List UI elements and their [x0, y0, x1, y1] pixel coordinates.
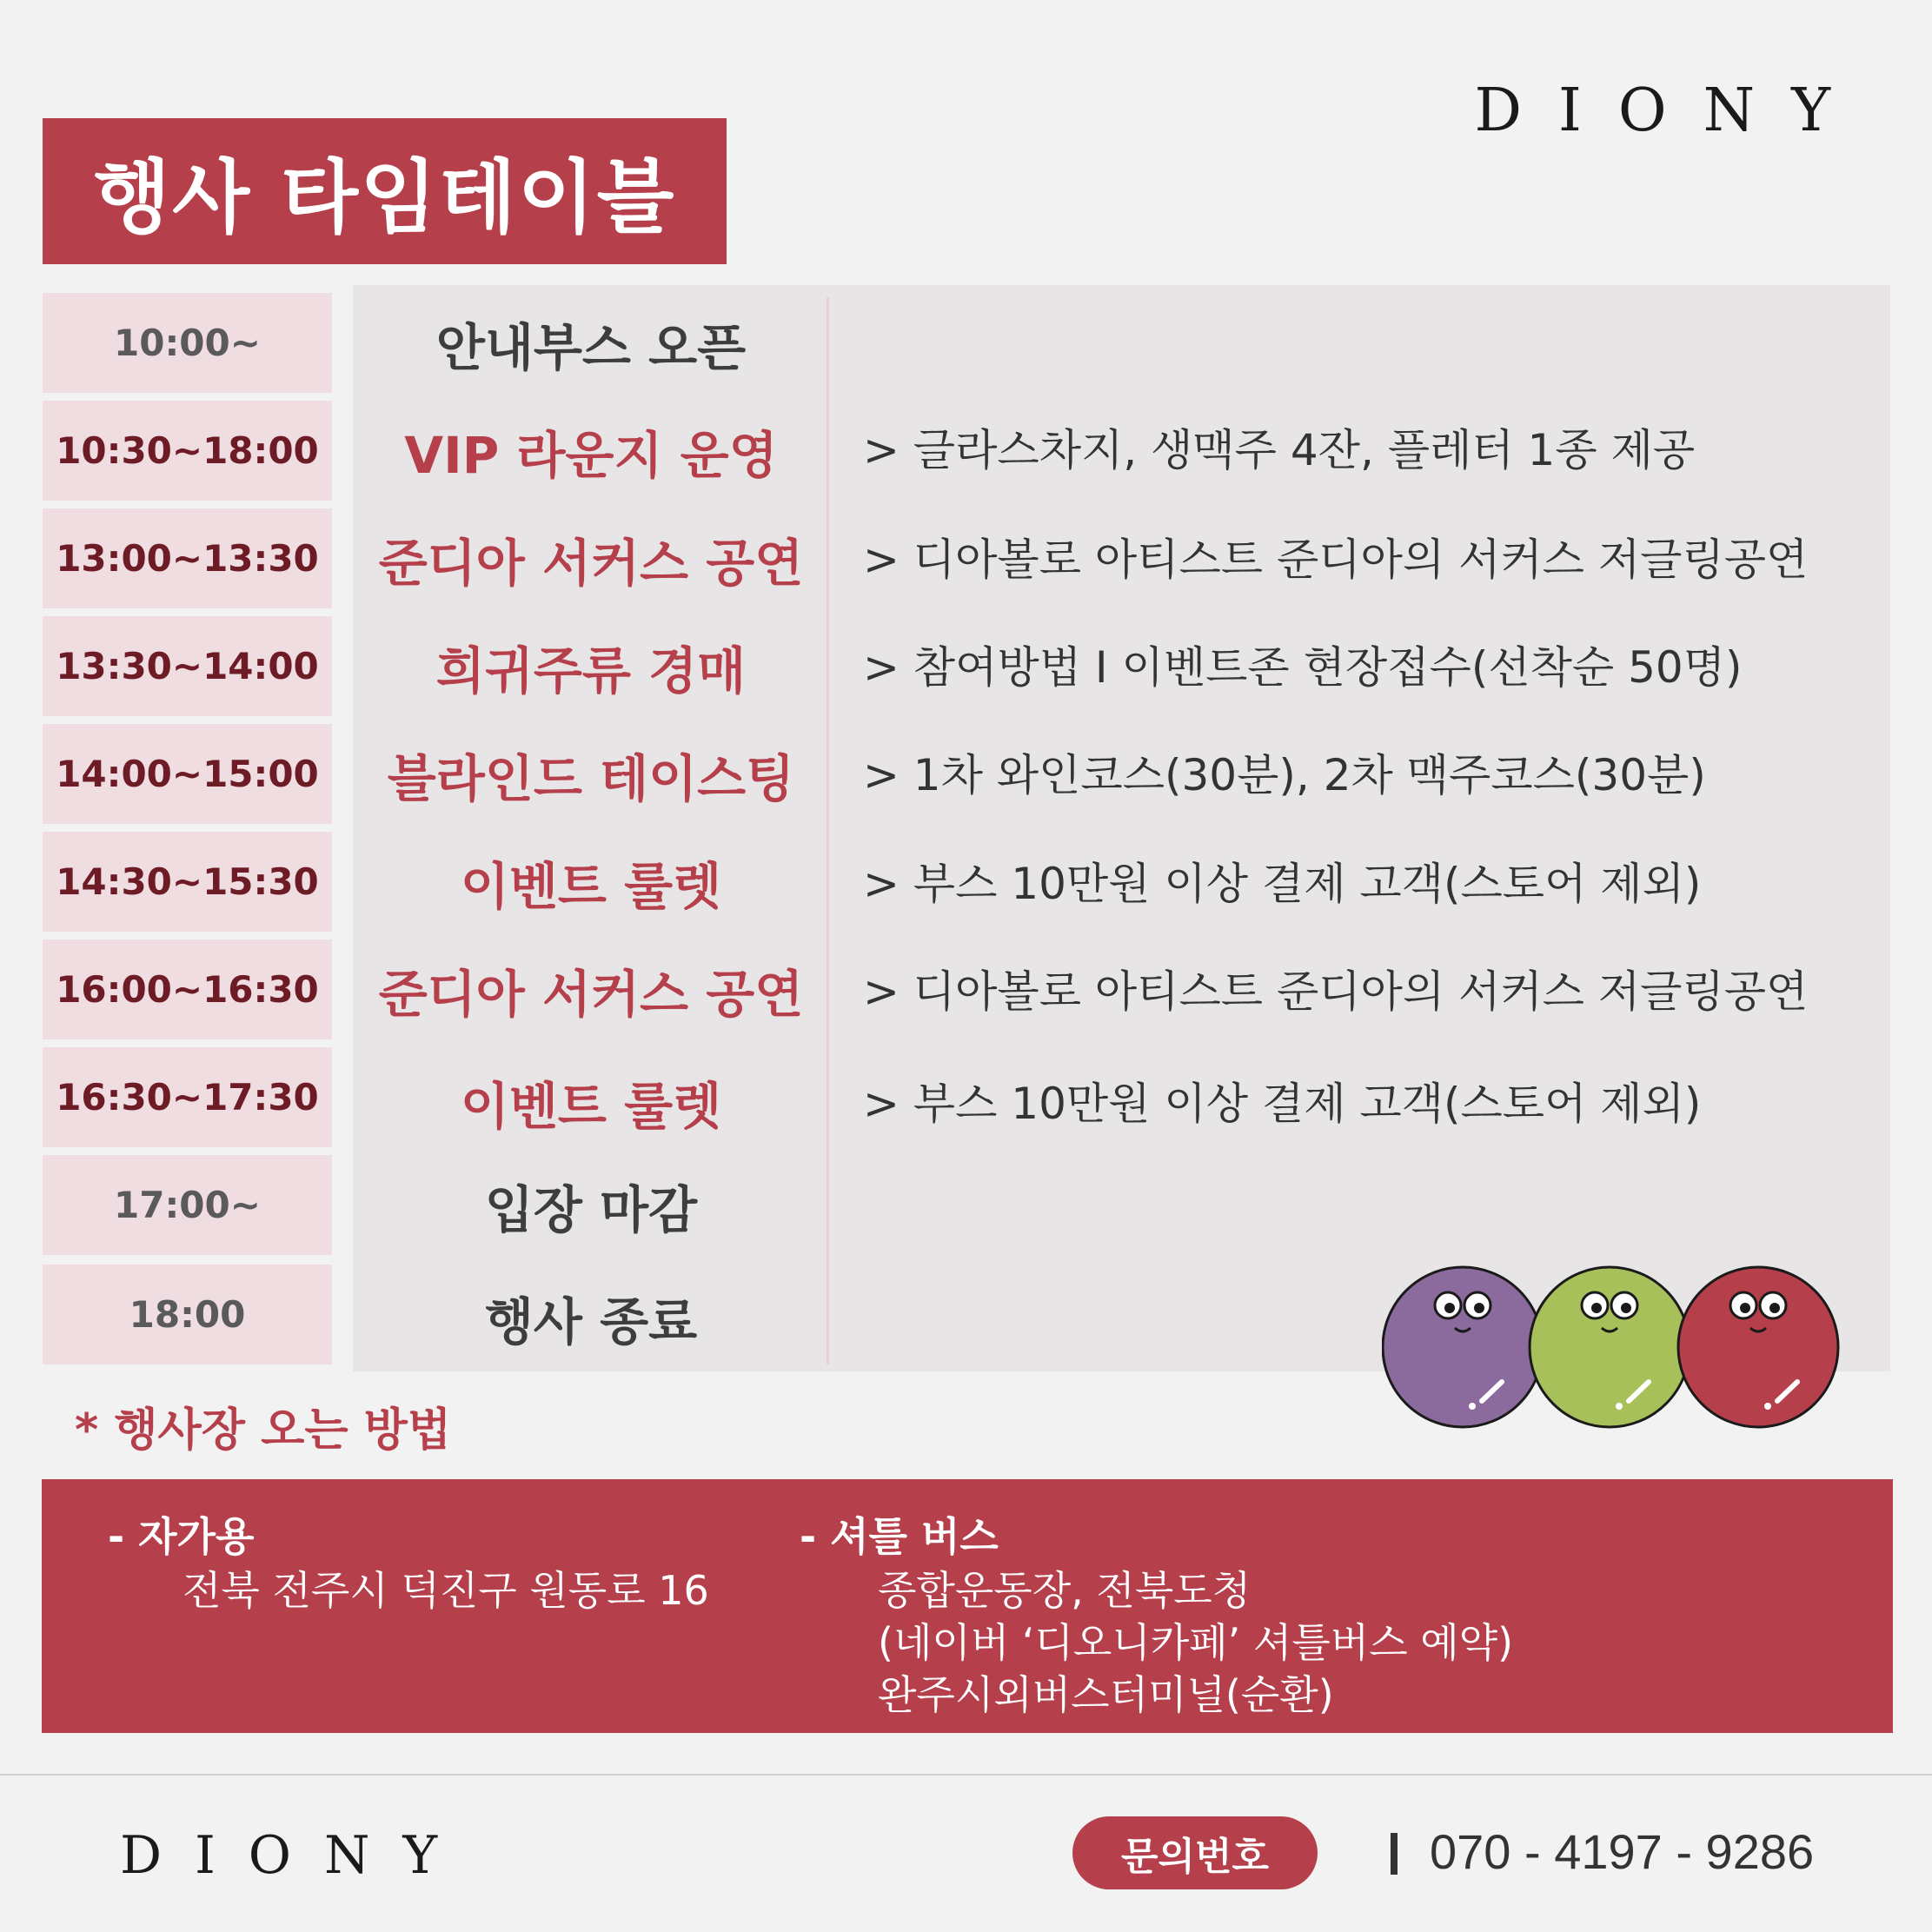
directions-box [42, 1479, 1893, 1733]
schedule-event: 행사 종료 [484, 1291, 698, 1351]
schedule-divider [827, 297, 829, 1364]
schedule-desc: > 디아볼로 아티스트 준디아의 서커스 저글링공연 [863, 966, 1809, 1017]
phone-separator [1391, 1833, 1398, 1875]
schedule-event: 입장 마감 [484, 1179, 698, 1239]
schedule-time: 18:00 [43, 1265, 332, 1364]
schedule-event: 준디아 서커스 공연 [378, 964, 804, 1024]
schedule-time: 17:00~ [43, 1155, 332, 1255]
schedule-time: 13:00~13:30 [43, 508, 332, 608]
grape-characters [1382, 1260, 1851, 1434]
page-title-box [43, 118, 727, 264]
schedule-event: VIP 라운지 운영 [404, 425, 778, 485]
car-label: - 자가용 [108, 1513, 255, 1560]
schedule-time: 16:30~17:30 [43, 1047, 332, 1147]
schedule-time: 14:00~15:00 [43, 724, 332, 824]
schedule-desc: > 디아볼로 아티스트 준디아의 서커스 저글링공연 [863, 534, 1809, 585]
shuttle-label: - 셔틀 버스 [800, 1513, 999, 1560]
grape-character-red-icon [1678, 1267, 1838, 1427]
footer-separator [0, 1774, 1932, 1776]
schedule-time: 16:00~16:30 [43, 939, 332, 1039]
schedule-event: 이벤트 룰렛 [460, 1076, 722, 1136]
shuttle-line: 완주시외버스터미널(순환) [878, 1671, 1334, 1718]
phone-number[interactable]: 070 - 4197 - 9286 [1430, 1824, 1815, 1879]
schedule-desc: > 참여방법 I 이벤트존 현장접수(선착순 50명) [863, 641, 1743, 693]
directions-heading: * 행사장 오는 방법 [75, 1404, 452, 1457]
grape-character-purple-icon [1383, 1267, 1543, 1427]
schedule-event: 이벤트 룰렛 [460, 856, 722, 916]
schedule-event: 블라인드 테이스팅 [387, 748, 795, 808]
grape-character-green-icon [1530, 1267, 1690, 1427]
page-title: 행사 타임테이블 [93, 151, 676, 244]
schedule-time: 10:30~18:00 [43, 401, 332, 501]
car-address: 전북 전주시 덕진구 원동로 16 [183, 1567, 709, 1614]
schedule-event: 안내부스 오픈 [435, 317, 747, 377]
shuttle-line: 종합운동장, 전북도청 [878, 1567, 1251, 1614]
schedule-desc: > 글라스차지, 생맥주 4잔, 플레터 1종 제공 [863, 424, 1696, 475]
brand-logo-top: DIONY [1474, 76, 1867, 145]
schedule-desc: > 부스 10만원 이상 결제 고객(스토어 제외) [863, 1078, 1702, 1129]
schedule-time: 10:00~ [43, 293, 332, 393]
schedule-desc: > 부스 10만원 이상 결제 고객(스토어 제외) [863, 858, 1702, 909]
schedule-time: 14:30~15:30 [43, 832, 332, 932]
brand-logo-bottom: DIONY [120, 1825, 471, 1886]
shuttle-line: (네이버 ‘디오니카페’ 셔틀버스 예약) [878, 1619, 1514, 1666]
schedule-desc: > 1차 와인코스(30분), 2차 맥주코스(30분) [863, 749, 1706, 800]
schedule-time: 13:30~14:00 [43, 616, 332, 716]
contact-button[interactable]: 문의번호 [1072, 1816, 1318, 1889]
schedule-event: 준디아 서커스 공연 [378, 533, 804, 593]
schedule-event: 희귀주류 경매 [435, 641, 747, 700]
